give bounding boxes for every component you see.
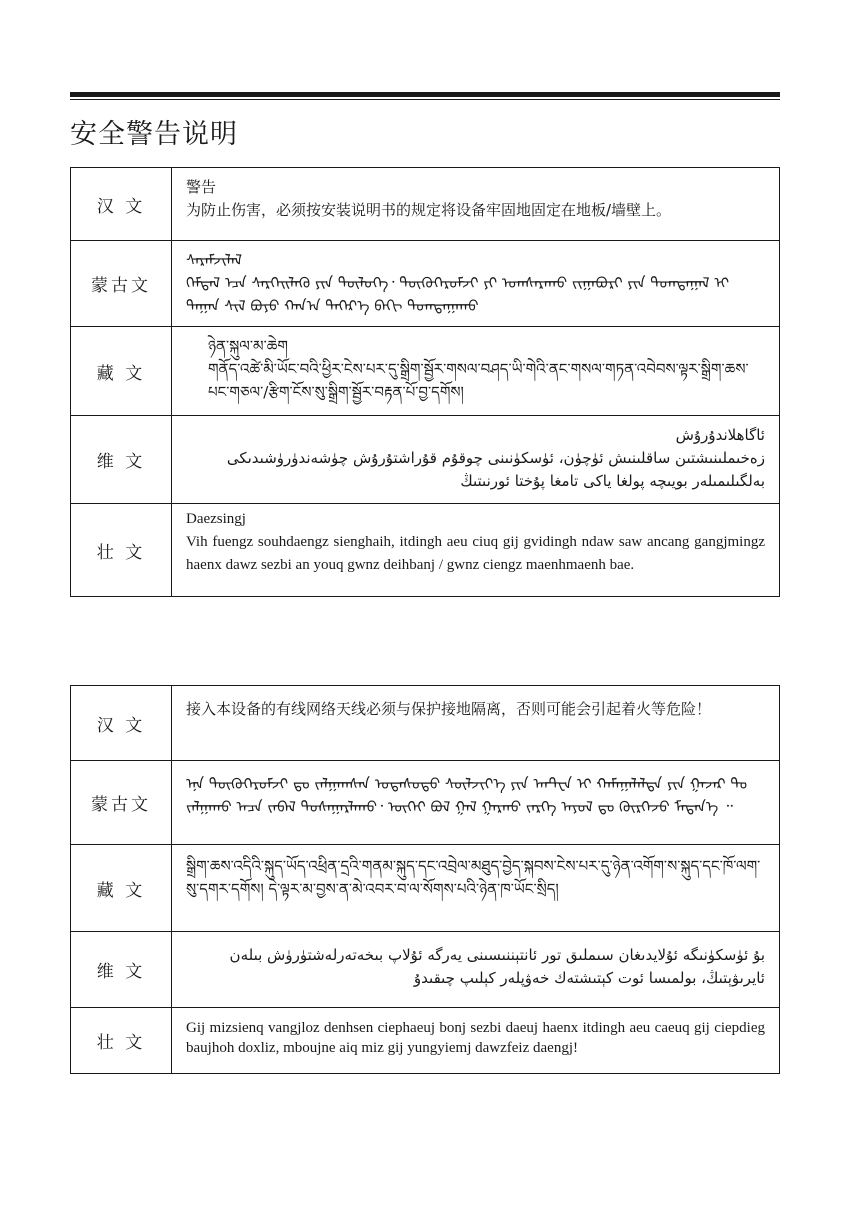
table-row-chinese [71,168,780,241]
language-label: 蒙古文 [71,761,172,845]
table-row-zhuang [71,1008,780,1074]
warning-text: زەخىملىنىشتىن ساقلىنىش ئۈچۈن، ئۈسكۈنىنى چوقۇم قۇراشتۇرۇش چۈشەندۈرۈشىدىكى بەلگىلىمىلەر بويىچە پولغا ياكى تامغا پۇختا ئورنىتىڭ [226,449,765,490]
warning-title: ཉེན་སྐུལ་མ་ཆེག [208,337,288,355]
warning-text: Gij mizsienq vangjloz denhsen ciephaeuj bonj sezbi daeuj haenx itdingh aeu caeuq gij ciepdieg baujhoh doxliz, mboujne aiq miz gij yungyiemj dawzfeiz daengj! [172,1008,780,1074]
header-rule-thin [70,99,780,100]
header-rule-thick [70,92,780,97]
language-label: 汉 文 [71,168,172,241]
warning-table-mounting [70,167,780,597]
language-label: 维 文 [71,932,172,1008]
warning-text: ᠭᠡᠮᠲᠡᠯ ᠡᠴᠡ ᠰᠡᠷᠭᠡᠢᠯᠡᠬᠦ ᠶᠢᠨ ᠲᠥᠯᠥᠭᠡ᠂ ᠲᠥᠬᠥᠭᠡᠷᠦᠮᠵᠢ ᠶᠢ ᠤᠭᠰᠠᠷᠠᠬᠤ ᠵᠢᠭᠠᠪᠤᠷᠢ ᠶᠢᠨ ᠲᠣᠭᠲᠠᠭᠠᠯ ᠢ ᠳᠠᠭᠠᠨ ᠰᠢᠯ ᠪᠤᠶᠤ ᠬᠠᠨ᠎ᠠ ᠳᠡᠭᠡᠷ᠎ᠡ ᠪᠡᠬᠢ ᠲᠣᠭᠲᠠᠭᠠᠬᠤ [186,274,730,315]
table-row-tibetan [71,327,780,416]
table-row-uyghur [71,932,780,1008]
language-label: 藏 文 [71,327,172,416]
table-row-uyghur [71,416,780,504]
warning-text: སྒྲིག་ཆས་འདིའི་སྐུད་ཡོད་འཕྲིན་དྲའི་གནམ་སྐུད་དང་འབྲེལ་མཐུད་བྱེད་སྐབས་ངེས་པར་དུ་ཉེན་འགོག་ས་སྐུད་དང་ཁོ་ལག་སུ་དགར་དགོས། དེ་ལྟར་མ་བྱས་ན་མེ་འབར་བ་ལ་སོགས་པའི་ཉེན་ཁ་ཡོང་སྲིད། [172,845,780,932]
language-label: 汉 文 [71,686,172,761]
language-label: 壮 文 [71,504,172,597]
table-row-zhuang [71,504,780,597]
language-label: 藏 文 [71,845,172,932]
table-row-mongolian [71,761,780,845]
page-title: 安全警告说明 [70,119,238,150]
warning-title: ئاگاھلاندۇرۇش [675,426,765,444]
warning-title: 警告 [186,178,217,196]
table-row-mongolian [71,241,780,327]
table-row-chinese [71,686,780,761]
warning-text: གནོད་འཚེ་མི་ཡོང་བའི་ཕྱིར་ངེས་པར་དུ་སྒྲིག་སྦྱོར་གསལ་བཤད་ཡི་གེའི་ནང་གསལ་གཏན་འབེབས་ལྟར་སྒྲིག་ཆས་པང་གཅལ་/རྩིག་ངོས་སུ་སྒྲིག་སྦྱོར་བརྟན་པོ་བྱ་དགོས། [208,360,749,401]
language-label: 维 文 [71,416,172,504]
warning-text: 接入本设备的有线网络天线必须与保护接地隔离，否则可能会引起着火等危险！ [172,686,780,761]
warning-title: ᠰᠡᠷᠡᠮᠵᠢᠯᠡᠯ [186,251,243,269]
warning-text: ᠡᠨᠡ ᠲᠥᠬᠥᠭᠡᠷᠦᠮᠵᠢ ᠳᠤ ᠵᠠᠯᠭᠠᠭᠰᠠᠨ ᠤᠲᠠᠰᠤᠲᠤ ᠰᠦᠯᠵᠢᠶ᠎ᠡ ᠶᠢᠨ ᠠᠨᠲ᠋ᠸᠨ ᠢ ᠬᠠᠮᠠᠭᠠᠯᠠᠯᠲᠠ ᠶᠢᠨ ᠭᠠᠵᠠᠷ ᠲᠤ ᠵᠠᠯᠭᠠᠬᠤ ᠠᠴᠠ ᠵᠠᠪᠠᠯ ᠲᠤᠰᠠᠭᠠᠷᠯᠠᠬᠤ᠂ ᠦᠭᠡᠢ ᠪᠣᠯ ᠭᠠᠯ ᠭᠠᠷᠬᠤ ᠵᠡᠷᠭᠡ ᠠᠶᠤᠯ ᠳᠤ ᠬᠦᠷᠭᠡᠵᠦ ᠮᠡᠳᠡᠨ᠎ᠡ ᠃ [172,761,780,845]
warning-table-antenna [70,685,780,1074]
language-label: 蒙古文 [71,241,172,327]
table-row-tibetan [71,845,780,932]
warning-title: Daezsingj [186,511,246,527]
warning-text: بۇ ئۈسكۈنىگە ئۇلايدىغان سىملىق تور ئانتېننىسىنى يەرگە ئۇلاپ بىخەتەرلەشتۈرۈش بىلەن ئايرىۋېتىڭ، بولمىسا ئوت كېتىشتەك خەۋپلەر كېلىپ چىقىدۇ [172,932,780,1008]
warning-text: Vih fuengz souhdaengz sienghaih, itdingh aeu ciuq gij gvidingh ndaw saw ancang gangjmingz haenx dawz sezbi an youq gwnz deihbanj / gwnz ciengz maenhmaenh bae. [186,534,765,573]
language-label: 壮 文 [71,1008,172,1074]
warning-text: 为防止伤害，必须按安装说明书的规定将设备牢固地固定在地板/墙壁上。 [186,201,672,219]
